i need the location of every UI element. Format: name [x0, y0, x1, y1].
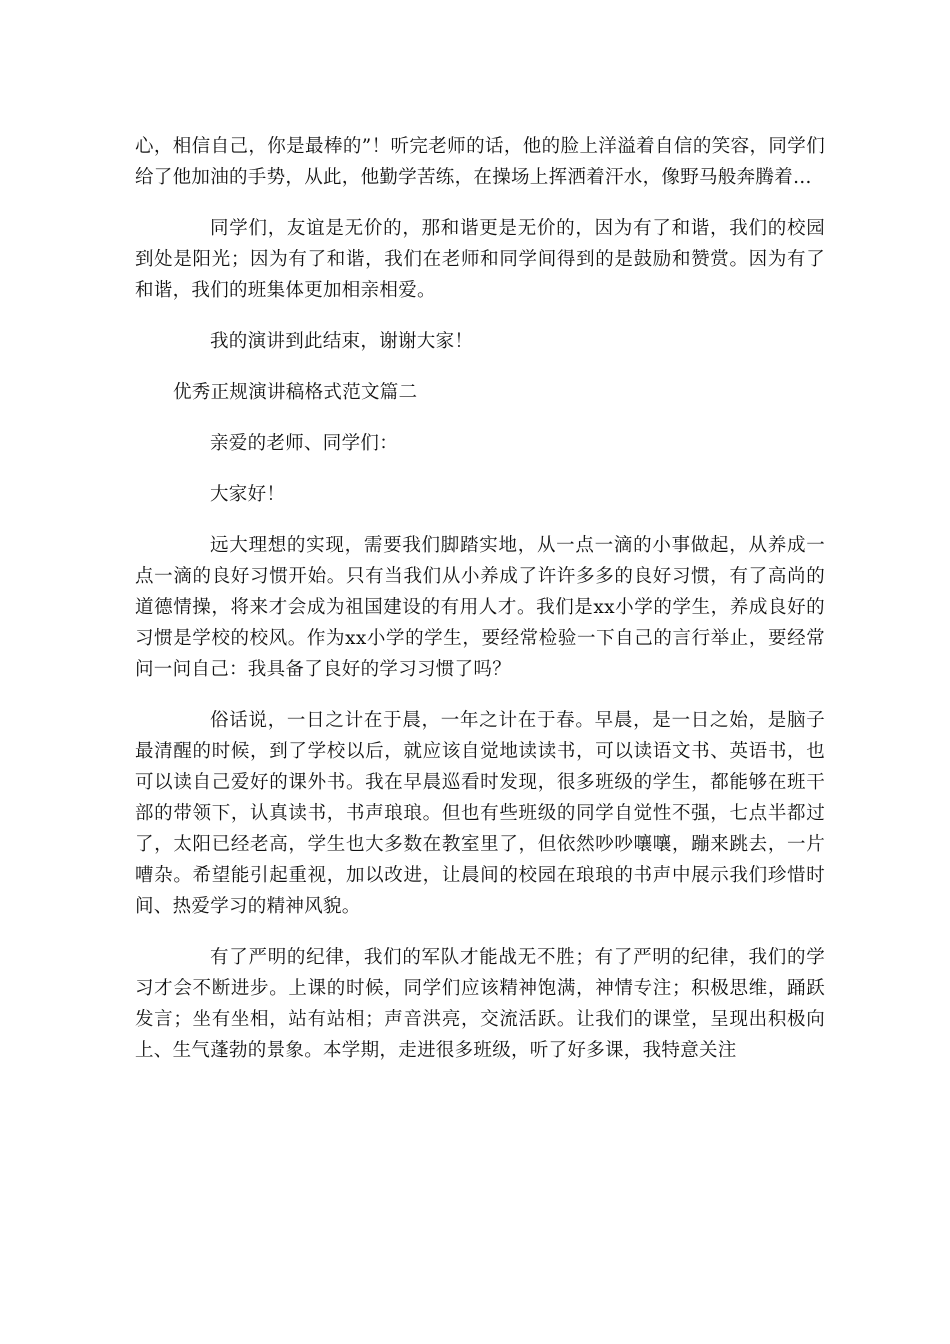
paragraph-morning-reading: 俗话说，一日之计在于晨，一年之计在于春。早晨，是一日之始，是脑子最清醒的时候，到了学校以后，就应该自觉地读读书，可以读语文书、英语书，也可以读自己爱好的课外书。我在早晨巡看时发现，很多班级的学生，都能够在班干部的带领下，认真读书，书声琅琅。但也有些班级的同学自觉性不强，七点半都过了，太阳已经老高，学生也大多数在教室里了，但依然吵吵嚷嚷，蹦来跳去，一片嘈杂。希望能引起重视，加以改进，让晨间的校园在琅琅的书声中展示我们珍惜时间、热爱学习的精神风貌。 — [135, 710, 825, 917]
document-body — [135, 131, 825, 1066]
paragraph-continued: 心，相信自己，你是最棒的”！听完老师的话，他的脸上洋溢着自信的笑容，同学们给了他加油的手势，从此，他勤学苦练，在操场上挥洒着汗水，像野马般奔腾着… — [135, 136, 825, 188]
paragraph-discipline: 有了严明的纪律，我们的军队才能战无不胜；有了严明的纪律，我们的学习才会不断进步。上课的时候，同学们应该精神饱满，神情专注；积极思维，踊跃发言；坐有坐相，站有站相；声音洪亮，交流活跃。让我们的课堂，呈现出积极向上、生气蓬勃的景象。本学期，走进很多班级，听了好多课，我特意关注 — [135, 947, 825, 1061]
salutation: 亲爱的老师、同学们： — [210, 433, 399, 454]
paragraph-closing: 我的演讲到此结束，谢谢大家！ — [210, 331, 474, 352]
section-heading: 优秀正规演讲稿格式范文篇二 — [173, 382, 418, 403]
paragraph-ideals: 远大理想的实现，需要我们脚踏实地，从一点一滴的小事做起，从养成一点一滴的良好习惯开始。只有当我们从小养成了许许多多的良好习惯，有了高尚的道德情操，将来才会成为祖国建设的有用人才。我们是xx小学的学生，养成良好的习惯是学校的校风。作为xx小学的学生，要经常检验一下自己的言行举止，要经常问一问自己：我具备了良好的学习习惯了吗？ — [135, 535, 825, 680]
greeting: 大家好！ — [210, 484, 286, 505]
paragraph-harmony: 同学们，友谊是无价的，那和谐更是无价的，因为有了和谐，我们的校园到处是阳光；因为有了和谐，我们在老师和同学间得到的是鼓励和赞赏。因为有了和谐，我们的班集体更加相亲相爱。 — [135, 218, 825, 301]
